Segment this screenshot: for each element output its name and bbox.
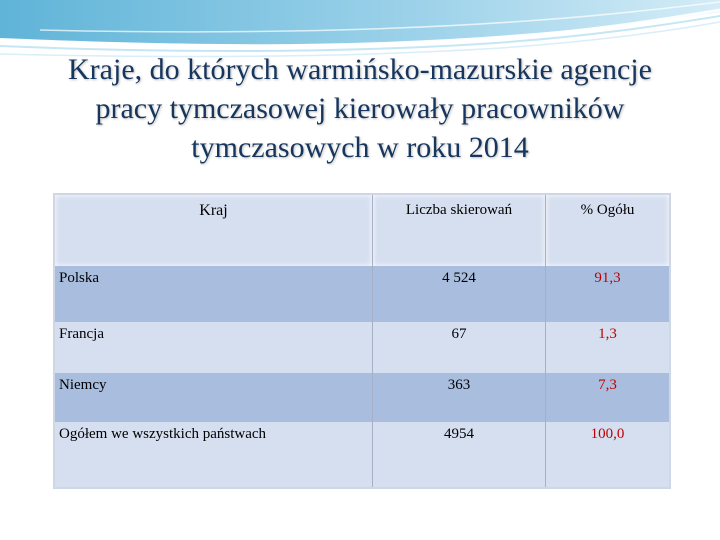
cell-procent-polska: 91,3 (545, 266, 669, 322)
cell-procent-ogolem: 100,0 (545, 422, 669, 487)
title-line-2: pracy tymczasowej kierowały pracowników (95, 92, 625, 125)
header-procent: % Ogółu (545, 195, 669, 266)
cell-liczba-francja: 67 (372, 322, 545, 373)
data-table (53, 193, 671, 489)
cell-liczba-polska: 4 524 (372, 266, 545, 322)
title-line-1: Kraje, do których warmińsko-mazurskie agencje (68, 53, 652, 86)
cell-procent-francja: 1,3 (545, 322, 669, 373)
header-liczba: Liczba skierowań (372, 195, 545, 266)
cell-kraj-ogolem: Ogółem we wszystkich państwach (55, 422, 372, 487)
header-kraj: Kraj (55, 195, 372, 266)
cell-kraj-francja: Francja (55, 322, 372, 373)
page-title (10, 50, 710, 167)
cell-kraj-polska: Polska (55, 266, 372, 322)
cell-procent-niemcy: 7,3 (545, 373, 669, 422)
cell-liczba-ogolem: 4954 (372, 422, 545, 487)
cell-kraj-niemcy: Niemcy (55, 373, 372, 422)
title-line-3: tymczasowych w roku 2014 (191, 131, 529, 164)
cell-liczba-niemcy: 363 (372, 373, 545, 422)
